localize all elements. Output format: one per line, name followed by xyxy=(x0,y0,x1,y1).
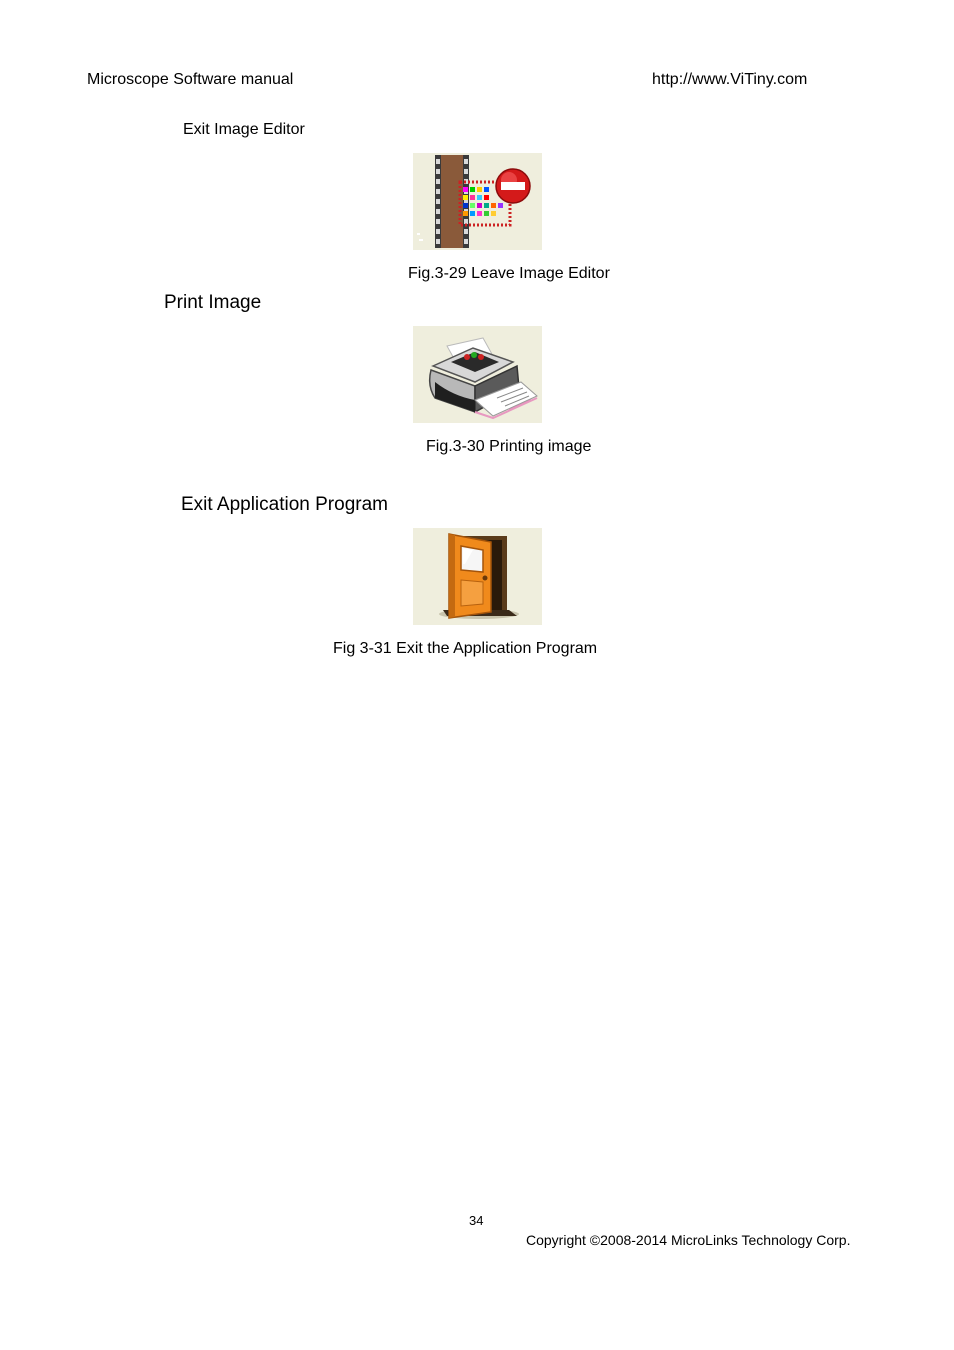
figure-caption-3-29: Fig.3-29 Leave Image Editor xyxy=(408,265,610,282)
leave-image-editor-icon xyxy=(413,153,542,250)
header-url: http://www.ViTiny.com xyxy=(652,71,808,88)
figure-caption-3-30: Fig.3-30 Printing image xyxy=(426,438,592,455)
section-title-exit-application: Exit Application Program xyxy=(181,494,388,515)
section-title-print-image: Print Image xyxy=(164,292,262,313)
copyright-notice: Copyright ©2008-2014 MicroLinks Technology Corp. xyxy=(526,1232,851,1248)
figure-caption-3-31: Fig 3-31 Exit the Application Program xyxy=(333,640,598,657)
exit-door-icon xyxy=(413,528,542,625)
page-number: 34 xyxy=(469,1213,484,1228)
section-title-exit-image-editor: Exit Image Editor xyxy=(183,121,305,138)
header-title: Microscope Software manual xyxy=(87,71,294,88)
printer-icon xyxy=(413,326,542,423)
